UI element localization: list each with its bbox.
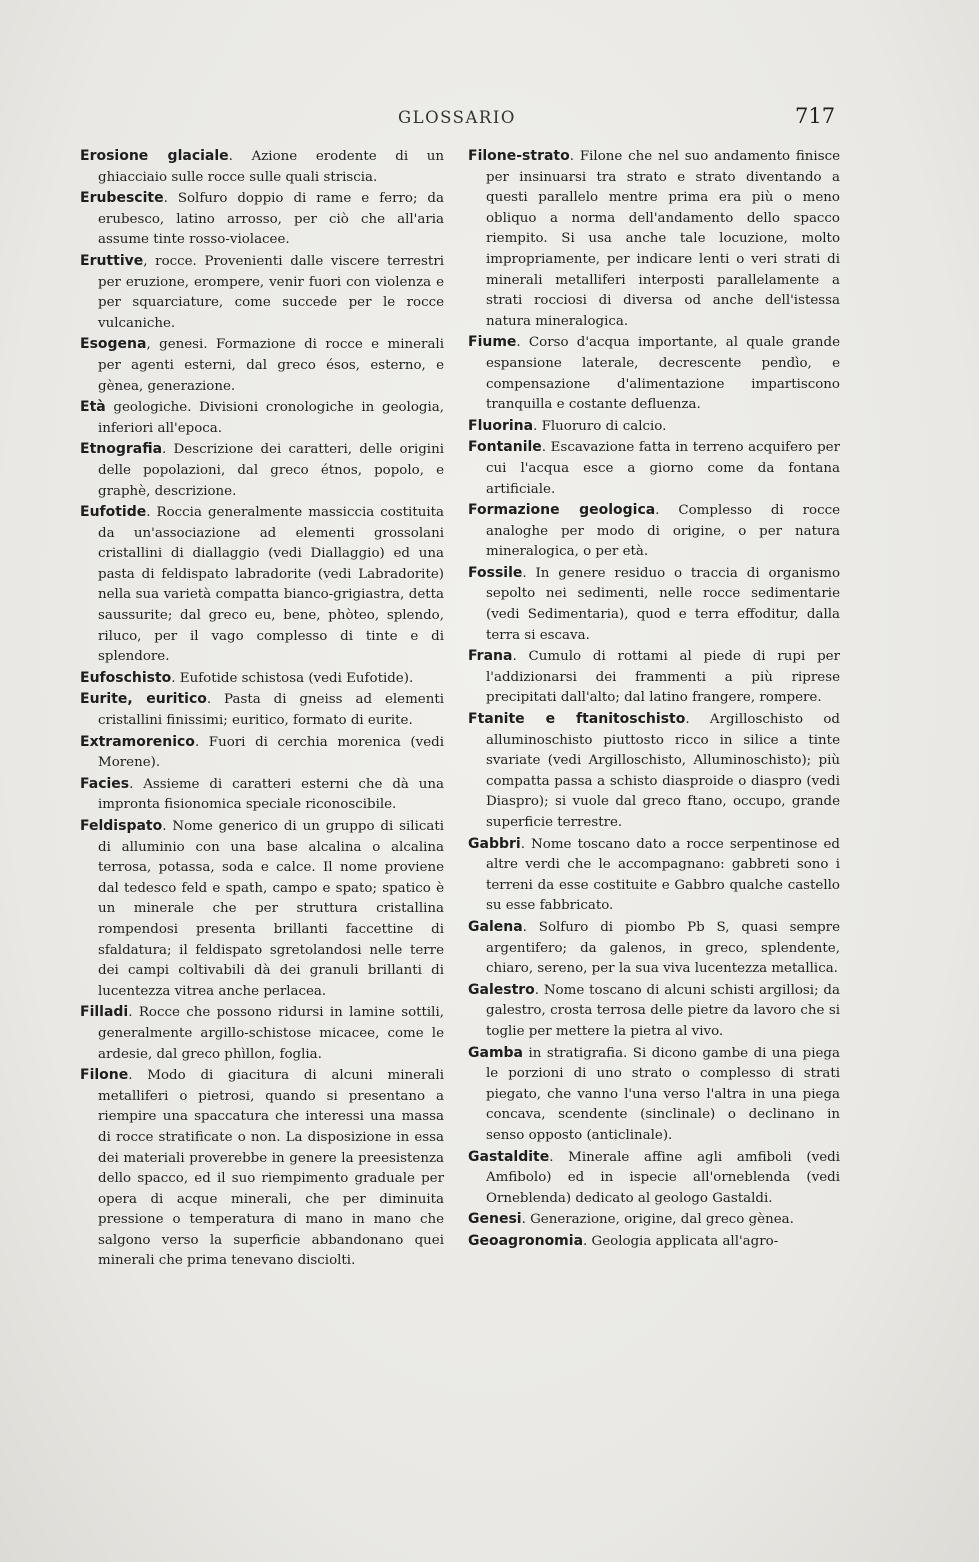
glossary-definition: . Fuori di cerchia morenica (vedi Morene). [98,734,444,771]
glossary-entry [468,709,840,834]
glossary-definition: . Filone che nel suo andamento finisce per insinuarsi tra strato e strato diventando a questi parallelo mentre prima era più o meno obliquo a norma dell'andamento dello spacco riempito. Si usa anche tale locuzione, molto impropriamente, per indicare lenti o veri strati di minerali metalliferi interposti parallelamente a strati rocciosi di diversa od anche dell'istessa natura mineralogica. [486,149,840,329]
glossary-term: Geoagronomia [468,1232,584,1249]
glossary-definition: . Argilloschisto od alluminoschisto piuttosto ricco in silice a tinte svariate (vedi Argilloschisto, Alluminoschisto); più compatta passa a schisto diasproide o diaspro (vedi Diaspro); si vuole dal greco ftano, occupo, grande superficie terrestre. [486,712,840,830]
glossary-entry [468,437,840,500]
glossary-term: Genesi [468,1211,522,1228]
glossary-definition: . Eufotide schistosa (vedi Eufotide). [171,670,414,686]
glossary-entry [80,251,444,334]
glossary-entry [80,439,444,502]
glossary-term: Fontanile [468,439,542,456]
glossary-entry [468,1147,840,1210]
page-header [0,104,979,136]
glossary-term: Facies [80,775,130,792]
glossary-entry [80,397,444,439]
glossary-definition: in stratigrafia. Si dicono gambe di una piega le porzioni di uno strato o complesso di strati piegato, che vanno l'una verso l'altra in una piega concava, scendente (sinclinale) o declinano in senso opposto (anticlinale). [486,1045,840,1143]
glossary-definition: . Corso d'acqua importante, al quale grande espansione laterale, decrescente pendìo, e compensazione d'alimentazione impartiscono tranquilla e costante defluenza. [486,335,840,413]
glossary-entry [468,563,840,646]
left-column [80,146,444,1272]
glossary-term: Gastaldite [468,1148,550,1165]
glossary-term: Età [80,399,106,416]
glossary-term: Filladi [80,1004,129,1021]
glossary-definition: . Pasta di gneiss ad elementi cristallini finissimi; euritico, formato di eurite. [98,692,445,729]
glossary-term: Feldispato [80,818,163,834]
page-number: 717 [795,104,836,128]
glossary-entry [468,917,840,980]
glossary-entry [80,816,444,1002]
glossary-entry [468,646,840,709]
glossary-entry [468,146,840,332]
glossary-definition: geologiche. Divisioni cronologiche in geologia, inferiori all'epoca. [98,400,444,436]
glossary-definition: . Rocce che possono ridursi in lamine sottili, generalmente argillo-schistose micacee, come le ardesie, dal greco phìllon, foglia. [98,1005,444,1062]
glossary-entry [80,1065,444,1272]
glossary-term: Eufoschisto [80,669,172,686]
glossary-definition: . Nome generico di un gruppo di silicati di alluminio con una base alcalina o alcalina terrosa, potassa, soda e calce. Il nome proviene dal tedesco feld e spath, campo e spato; spatico è un minerale che per struttura cristallina rompendosi presenta brillanti faccettine di sfaldatura; il feldispato sgretolandosi nelle terre dei campi coltivabili dà dei granuli brillanti di lucentezza vitrea anche perlacea. [98,819,444,999]
right-column [468,146,840,1252]
glossary-term: Galena [468,918,523,935]
glossary-term: Ftanite e ftanitoschisto [468,711,686,728]
glossary-entry [468,332,840,415]
glossary-term: Extramorenico [80,733,195,750]
glossary-definition: . Modo di giacitura di alcuni minerali metalliferi o pietrosi, quando si presentano a riempire una spaccatura che interessi una massa di rocce stratificate o non. La disposizione in essa dei materiali proverebbe in genere la preesistenza dello spacco, ed il suo riempimento graduale per opera di acque minerali, che per diminuita pressione o temperatura di mano in mano che salgono verso la superficie abbandonano quei minerali che prima tenevano disciolti. [98,1068,444,1269]
running-title: GLOSSARIO [398,108,516,127]
glossary-entry [80,188,444,251]
glossary-term: Erubescite [80,190,164,207]
glossary-term: Eurite, euritico [80,691,207,708]
glossary-entry [468,980,840,1043]
glossary-entry [80,334,444,397]
glossary-term: Filone [80,1067,129,1084]
glossary-definition: . Descrizione dei caratteri, delle origini delle popolazioni, dal greco étnos, popolo, e graphè, descrizione. [98,442,444,499]
glossary-entry [468,834,840,917]
glossary-definition: . In genere residuo o traccia di organismo sepolto nei sedimenti, nelle rocce sedimentarie (vedi Sedimentaria), quod e terra effoditur, dalla terra si escava. [486,565,840,643]
glossary-definition: . Cumulo di rottami al piede di rupi per l'addizionarsi dei frammenti a più riprese precipitati dall'alto; dal latino frangere, rompere. [486,649,840,706]
glossary-term: Frana [468,648,513,665]
glossary-definition: , genesi. Formazione di rocce e minerali per agenti esterni, dal greco ésos, esterno, e gènea, generazione. [98,337,444,394]
glossary-term: Erosione glaciale [80,148,229,164]
glossary-definition: . Geologia applicata all'agro- [583,1233,779,1249]
glossary-definition: . Azione erodente di un ghiacciaio sulle rocce sulle quali striscia. [98,149,445,185]
glossary-definition: . Escavazione fatta in terreno acquifero per cui l'acqua esce a giorno come da fontana artificiale. [486,440,840,497]
glossary-definition: . Roccia generalmente massiccia costituita da un'associazione ad elementi grossolani cristallini di diallaggio (vedi Diallaggio) ed una pasta di feldispato labradorite (vedi Labradorite) nella sua varietà compatta bianco-grigiastra, detta saussurite; dal greco eu, bene, phòteo, splendo, riluco, per il vago complesso di tinte e di splendore. [98,505,444,665]
glossary-term: Eufotide [80,504,147,521]
glossary-entry [80,1002,444,1065]
glossary-term: Gabbri [468,835,521,852]
glossary-term: Fluorina [468,417,534,434]
glossary-entry [80,146,444,188]
glossary-term: Fiume [468,334,517,351]
glossary-entry [468,500,840,563]
glossary-definition: . Nome toscano di alcuni schisti argillosi; da galestro, crosta terrosa delle pietre da lavoro che si toglie per mettere la pietra al vivo. [486,982,840,1039]
glossary-definition: , rocce. Provenienti dalle viscere terrestri per eruzione, erompere, venir fuori con violenza e per squarciature, come succede per le rocce vulcaniche. [98,253,444,331]
glossary-entry [468,1231,840,1253]
glossary-definition: . Generazione, origine, dal greco gènea. [521,1212,794,1228]
glossary-definition: . Fluoruro di calcio. [533,418,667,434]
glossary-definition: . Solfuro doppio di rame e ferro; da erubesco, latino arrosso, per ciò che all'aria assume tinte rosso-violacee. [98,191,444,248]
glossary-entry [468,416,840,438]
glossary-term: Fossile [468,564,523,581]
glossary-term: Eruttive [80,252,144,269]
glossary-term: Formazione geologica [468,502,656,519]
glossary-term: Galestro [468,981,535,998]
glossary-term: Esogena [80,336,147,353]
glossary-entry [80,774,444,816]
glossary-definition: . Complesso di rocce analoghe per modo di origine, o per natura mineralogica, o per età. [486,503,840,560]
glossary-term: Gamba [468,1044,523,1061]
glossary-entry [80,502,444,668]
glossary-entry [80,668,444,690]
glossary-definition: . Nome toscano dato a rocce serpentinose ed altre verdi che le accompagnano: gabbreti sono i terreni da esse costituite e Gabbro qualche castello su esse fabbricato. [486,836,840,914]
glossary-definition: . Solfuro di piombo Pb S, quasi sempre argentifero; da galenos, in greco, splendente, chiaro, sereno, per la sua viva lucentezza metallica. [486,919,840,977]
glossary-term: Filone-strato [468,148,570,164]
glossary-term: Etnografia [80,441,163,458]
glossary-entry [80,732,444,774]
glossary-entry [468,1209,840,1231]
glossary-entry [468,1043,840,1147]
glossary-entry [80,689,444,731]
glossary-definition: . Minerale affine agli amfiboli (vedi Amfibolo) ed in ispecie all'orneblenda (vedi Orneblenda) dedicato al geologo Gastaldi. [486,1149,840,1206]
glossary-definition: . Assieme di caratteri esterni che dà una impronta fisionomica speciale riconoscibile. [98,776,444,813]
